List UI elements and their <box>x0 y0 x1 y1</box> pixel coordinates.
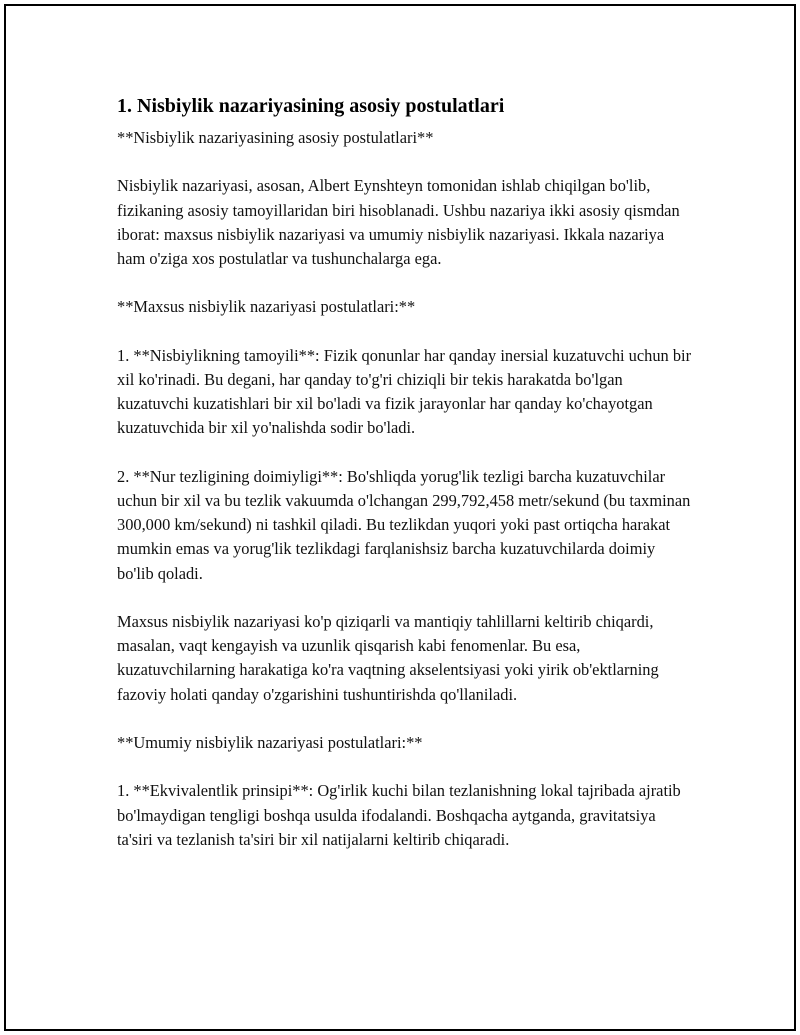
light-speed-paragraph: 2. **Nur tezligining doimiyligi**: Bo'shliqda yorug'lik tezligi barcha kuzatuvchilar uchun bir xil va bu tezlik vakuumda o'lchangan 299,792,458 metr/sekund (bu taxminan 300,000 km/sekund) ni tashkil qiladi. Bu tezlikdan yuqori yoki past ortiqcha harakat mumkin emas va yorug'lik tezlikdagi farqlanishsiz barcha kuzatuvchilarda doimiy bo'lib qoladi. <box>117 466 691 583</box>
subtitle-paragraph: **Nisbiylik nazariyasining asosiy postulatlari** <box>117 128 434 147</box>
special-relativity-heading: **Maxsus nisbiylik nazariyasi postulatlari:** <box>117 297 416 317</box>
relativity-principle-paragraph: 1. **Nisbiylikning tamoyili**: Fizik qonunlar har qanday inersial kuzatuvchi uchun bir xil ko'rinadi. Bu degani, har qanday to'g'ri chiziqli bir tekis harakatda bo'lgan kuzatuvchi kuzatishlari bir xil bo'ladi va fizik jarayonlar har qanday ko'chayotgan kuzatuvchida bir xil yo'nalishda sodir bo'ladi. <box>117 345 692 438</box>
page-title: 1. Nisbiylik nazariyasining asosiy postulatlari <box>117 95 505 117</box>
special-relativity-summary-paragraph: Maxsus nisbiylik nazariyasi ko'p qiziqarli va mantiqiy tahlillarni keltirib chiqardi, masalan, vaqt kengayish va uzunlik qisqarish kabi fenomenlar. Bu esa, kuzatuvchilarning harakatiga ko'ra vaqtning akselentsiyasi yoki yirik ob'ektlarning fazoviy holati qanday o'zgarishini tushuntirishda qo'llaniladi. <box>117 611 659 704</box>
equivalence-principle-paragraph: 1. **Ekvivalentlik prinsipi**: Og'irlik kuchi bilan tezlanishning lokal tajribada ajratib bo'lmaydigan tengligi boshqa usulda ifodalandi. Boshqacha aytganda, gravitatsiya ta'siri va tezlanish ta'siri bir xil natijalarni keltirib chiqaradi. <box>117 781 681 849</box>
intro-paragraph: Nisbiylik nazariyasi, asosan, Albert Eynshteyn tomonidan ishlab chiqilgan bo'lib, fizikaning asosiy tamoyillaridan biri hisoblanadi. Ushbu nazariya ikki asosiy qismdan iborat: maxsus nisbiylik nazariyasi va umumiy nisbiylik nazariyasi. Ikkala nazariya ham o'ziga xos postulatlar va tushunchalarga ega. <box>117 176 680 268</box>
document-body <box>117 92 692 852</box>
general-relativity-heading: **Umumiy nisbiylik nazariyasi postulatlari:** <box>117 732 423 752</box>
